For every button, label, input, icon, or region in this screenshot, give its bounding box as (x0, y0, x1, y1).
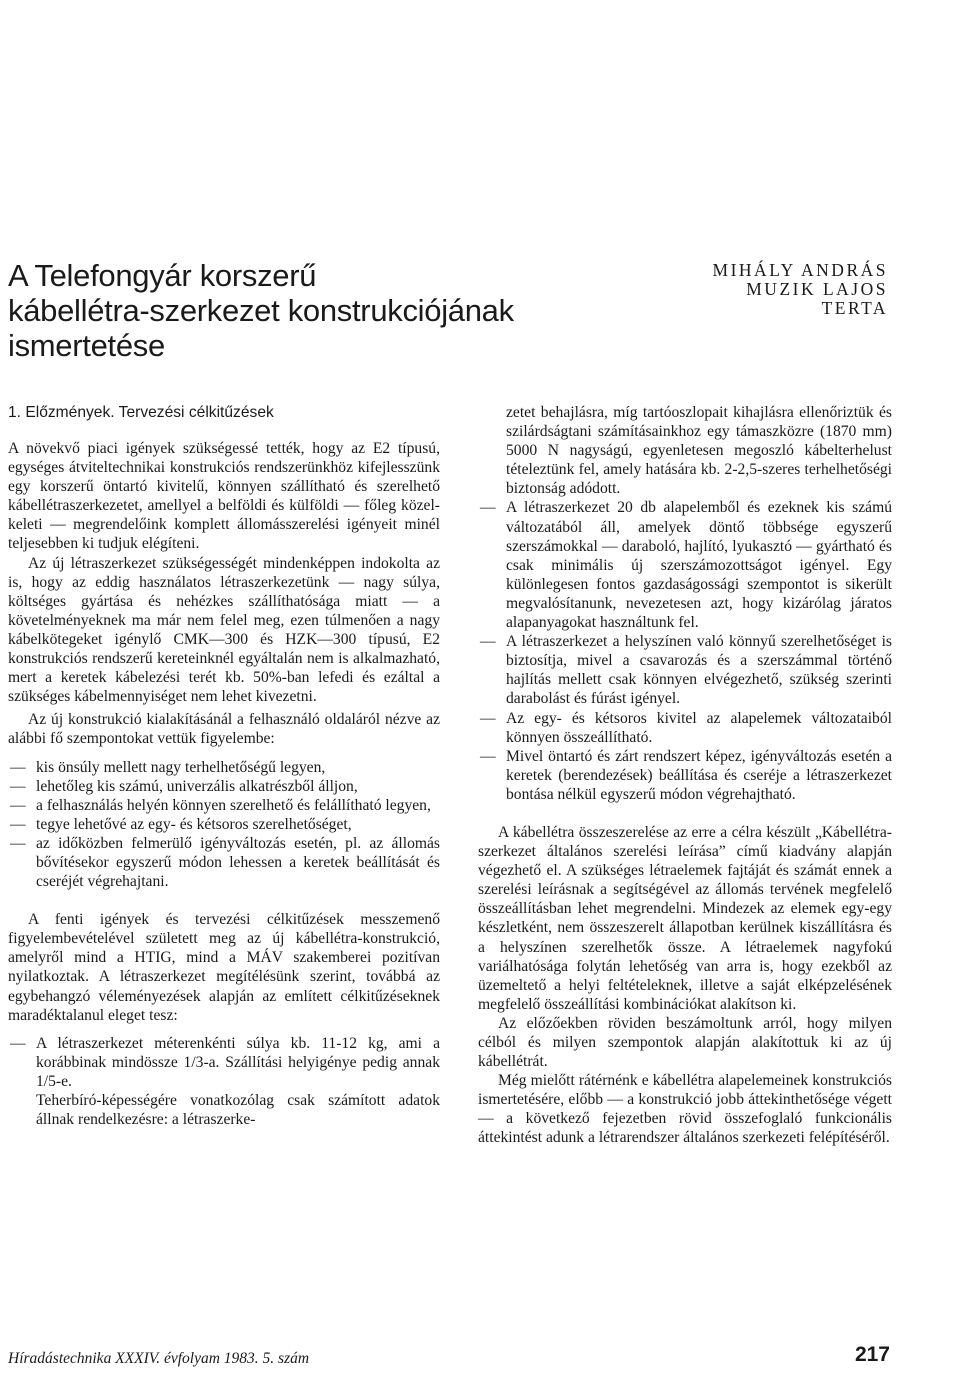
list-item: — Az egy- és kétsoros kivitel az alapelemek változataiból könnyen összeállítható. (478, 709, 892, 747)
author-name: TERTA (821, 298, 888, 318)
list-item: — a felhasználás helyén könnyen szerelhető és felállítható legyen, (8, 796, 440, 815)
results-list-continued (478, 498, 892, 804)
title-line: kábellétra-szerkezet konstrukciójának (8, 293, 514, 328)
list-item: — lehetőleg kis számú, univerzális alkatrészből álljon, (8, 777, 440, 796)
right-column (478, 403, 892, 1148)
paragraph: A növekvő piaci igények szükségessé tették, hogy az E2 típusú, egységes átviteltechnikai konstrukciós rendszerünkhöz kifejlesszünk egy korszerű öntartó kivitelű, könnyen szállítható és szerelhető kábellétraszerkezetet, amellyel a belföldi és külföldi — főleg közel-keleti — megrendelőink komplett állomásszerelési igényeit minél teljesebben ki tudjuk elégíteni. (8, 440, 440, 553)
author-list (713, 261, 888, 318)
paragraph: A kábellétra összeszerelése az erre a célra készült „Kábellétra-szerkezet általános szerelési leírása” című kiadvány alapján végezhető el. A szükséges létraelemek fajtáját és számát ennek a szerelési leírásnak a segítségével az állomás tervének megfelelő összeállításban lehet megrendelni. Mindezek az elemek egy-egy készletként, nem összeszerelt állapotban kerülnek kiszállításra és a helyszínen szerelhetők össze. A létraelemek nagyfokú variálhatósága folytán lehetőség van arra is, hogy ezekből az üzemeltető a helyi feltételeknek, illetve a saját elképzelésének megfelelő összeállítási kombinációkat alakítson ki. (478, 823, 892, 1013)
author-name: MUZIK LAJOS (746, 279, 888, 299)
section-heading: 1. Előzmények. Tervezési célkitűzések (8, 404, 274, 421)
article-title (8, 258, 608, 363)
paragraph: Az új létraszerkezet szükségességét mindenképpen indokolta az is, hogy az eddig használatos létraszerkezetünk — nagy súlya, költséges gyártása és nehézkes szállíthatósága miatt — a követelményeknek ma már nem felel meg, ezen túlmenően a nagy kábelkötegeket igénylő CMK—300 és HZK—300 típusú, E2 konstrukciós rendszerű kereteinknél egyáltalán nem is alkalmazható, mert a keretek kábelezési terét kb. 50%-ban lefedi és ezáltal a szükséges kábelmennyiséget nem lehet kivezetni. (8, 554, 440, 706)
page-number: 217 (854, 1343, 890, 1366)
left-column (8, 403, 440, 1129)
paragraph: A fenti igények és tervezési célkitűzések messzemenő figyelembevételével született meg az új kábellétra-konstrukció, amelyről mind a HTIG, mind a MÁV szakemberei pozitívan nyilatkoztak. A létraszerkezet megítélésünk szerint, továbbá az egybehangzó véleményezések alapján az említett célkitűzéseknek maradéktalanul eleget tesz: (8, 911, 440, 1024)
paragraph: Teherbíró-képességére vonatkozólag csak számított adatok állnak rendelkezésre: a létraszerke- (36, 1092, 440, 1129)
paragraph: Az új konstrukció kialakításánál a felhasználó oldaláról nézve az alábbi fő szempontokat vettük figyelembe: (8, 711, 440, 748)
list-item: — kis önsúly mellett nagy terhelhetőségű legyen, (8, 758, 440, 777)
paragraph: Még mielőtt rátérnénk e kábellétra alapelemeinek konstrukciós ismertetésére, előbb — a konstrukció jobb áttekinthetősége végett — a következő fejezetben rövid összefoglaló funkcionális áttekintést adunk a létrarendszer általános szerkezeti felépítéséről. (478, 1072, 892, 1147)
results-list (8, 1034, 440, 1091)
list-item: — A létraszerkezet méterenkénti súlya kb. 11-12 kg, ami a korábbinak mindössze 1/3-a. Szállítási helyigénye pedig annak 1/5-e. (8, 1034, 440, 1091)
list-item: — A létraszerkezet a helyszínen való könnyű szerelhetőséget is biztosítja, mivel a csavarozás és a szerszámmal történő hajlítás mellett csak könnyen elvégezhető, szükség szerinti darabolást és fúrást igényel. (478, 632, 892, 708)
list-item: — az időközben felmerülő igényváltozás esetén, pl. az állomás bővítésekor egyszerű módon lehessen a keretek beállítását és cseréjét végrehajtani. (8, 834, 440, 891)
title-line: ismertetése (8, 328, 165, 363)
journal-footer: Híradástechnika XXXIV. évfolyam 1983. 5. szám (8, 1350, 310, 1367)
paragraph: Az előzőekben röviden beszámoltunk arról, hogy milyen célból és milyen szempontok alapján alakítottuk ki az új kábellétrát. (478, 1014, 892, 1071)
author-name: MIHÁLY ANDRÁS (712, 260, 888, 280)
requirements-list (8, 758, 440, 892)
title-line: A Telefongyár korszerű (8, 258, 317, 293)
paragraph: zetet behajlásra, míg tartóoszlopait kihajlásra ellenőriztük és szilárdságtani számításainkhoz egy támaszközre (1870 mm) 5000 N nagyságú, egyenletesen megoszló kábelterhelust tételeztünk fel, amely hatására kb. 2-2,5-szeres terhelhetőségi biztonság adódott. (506, 404, 892, 498)
list-item: — Mivel öntartó és zárt rendszert képez, igényváltozás esetén a keretek (berendezések) beállítása és cseréje a létraszerkezet bontása nélkül egyszerű módon végrehajtható. (478, 747, 892, 804)
list-item: — tegye lehetővé az egy- és kétsoros szerelhetőséget, (8, 815, 440, 834)
list-item: — A létraszerkezet 20 db alapelemből és ezeknek kis számú változatából áll, amelyek döntő többsége egyszerű szerszámokkal — daraboló, hajlító, lyukasztó — gyártható és csak minimális új szerszámozottságot igényel. Egy különlegesen fontos gazdaságossági szempontot is sikerült megvalósítanunk, nevezetesen azt, hogy kizárólag járatos alapanyagokat használtunk fel. (478, 498, 892, 632)
